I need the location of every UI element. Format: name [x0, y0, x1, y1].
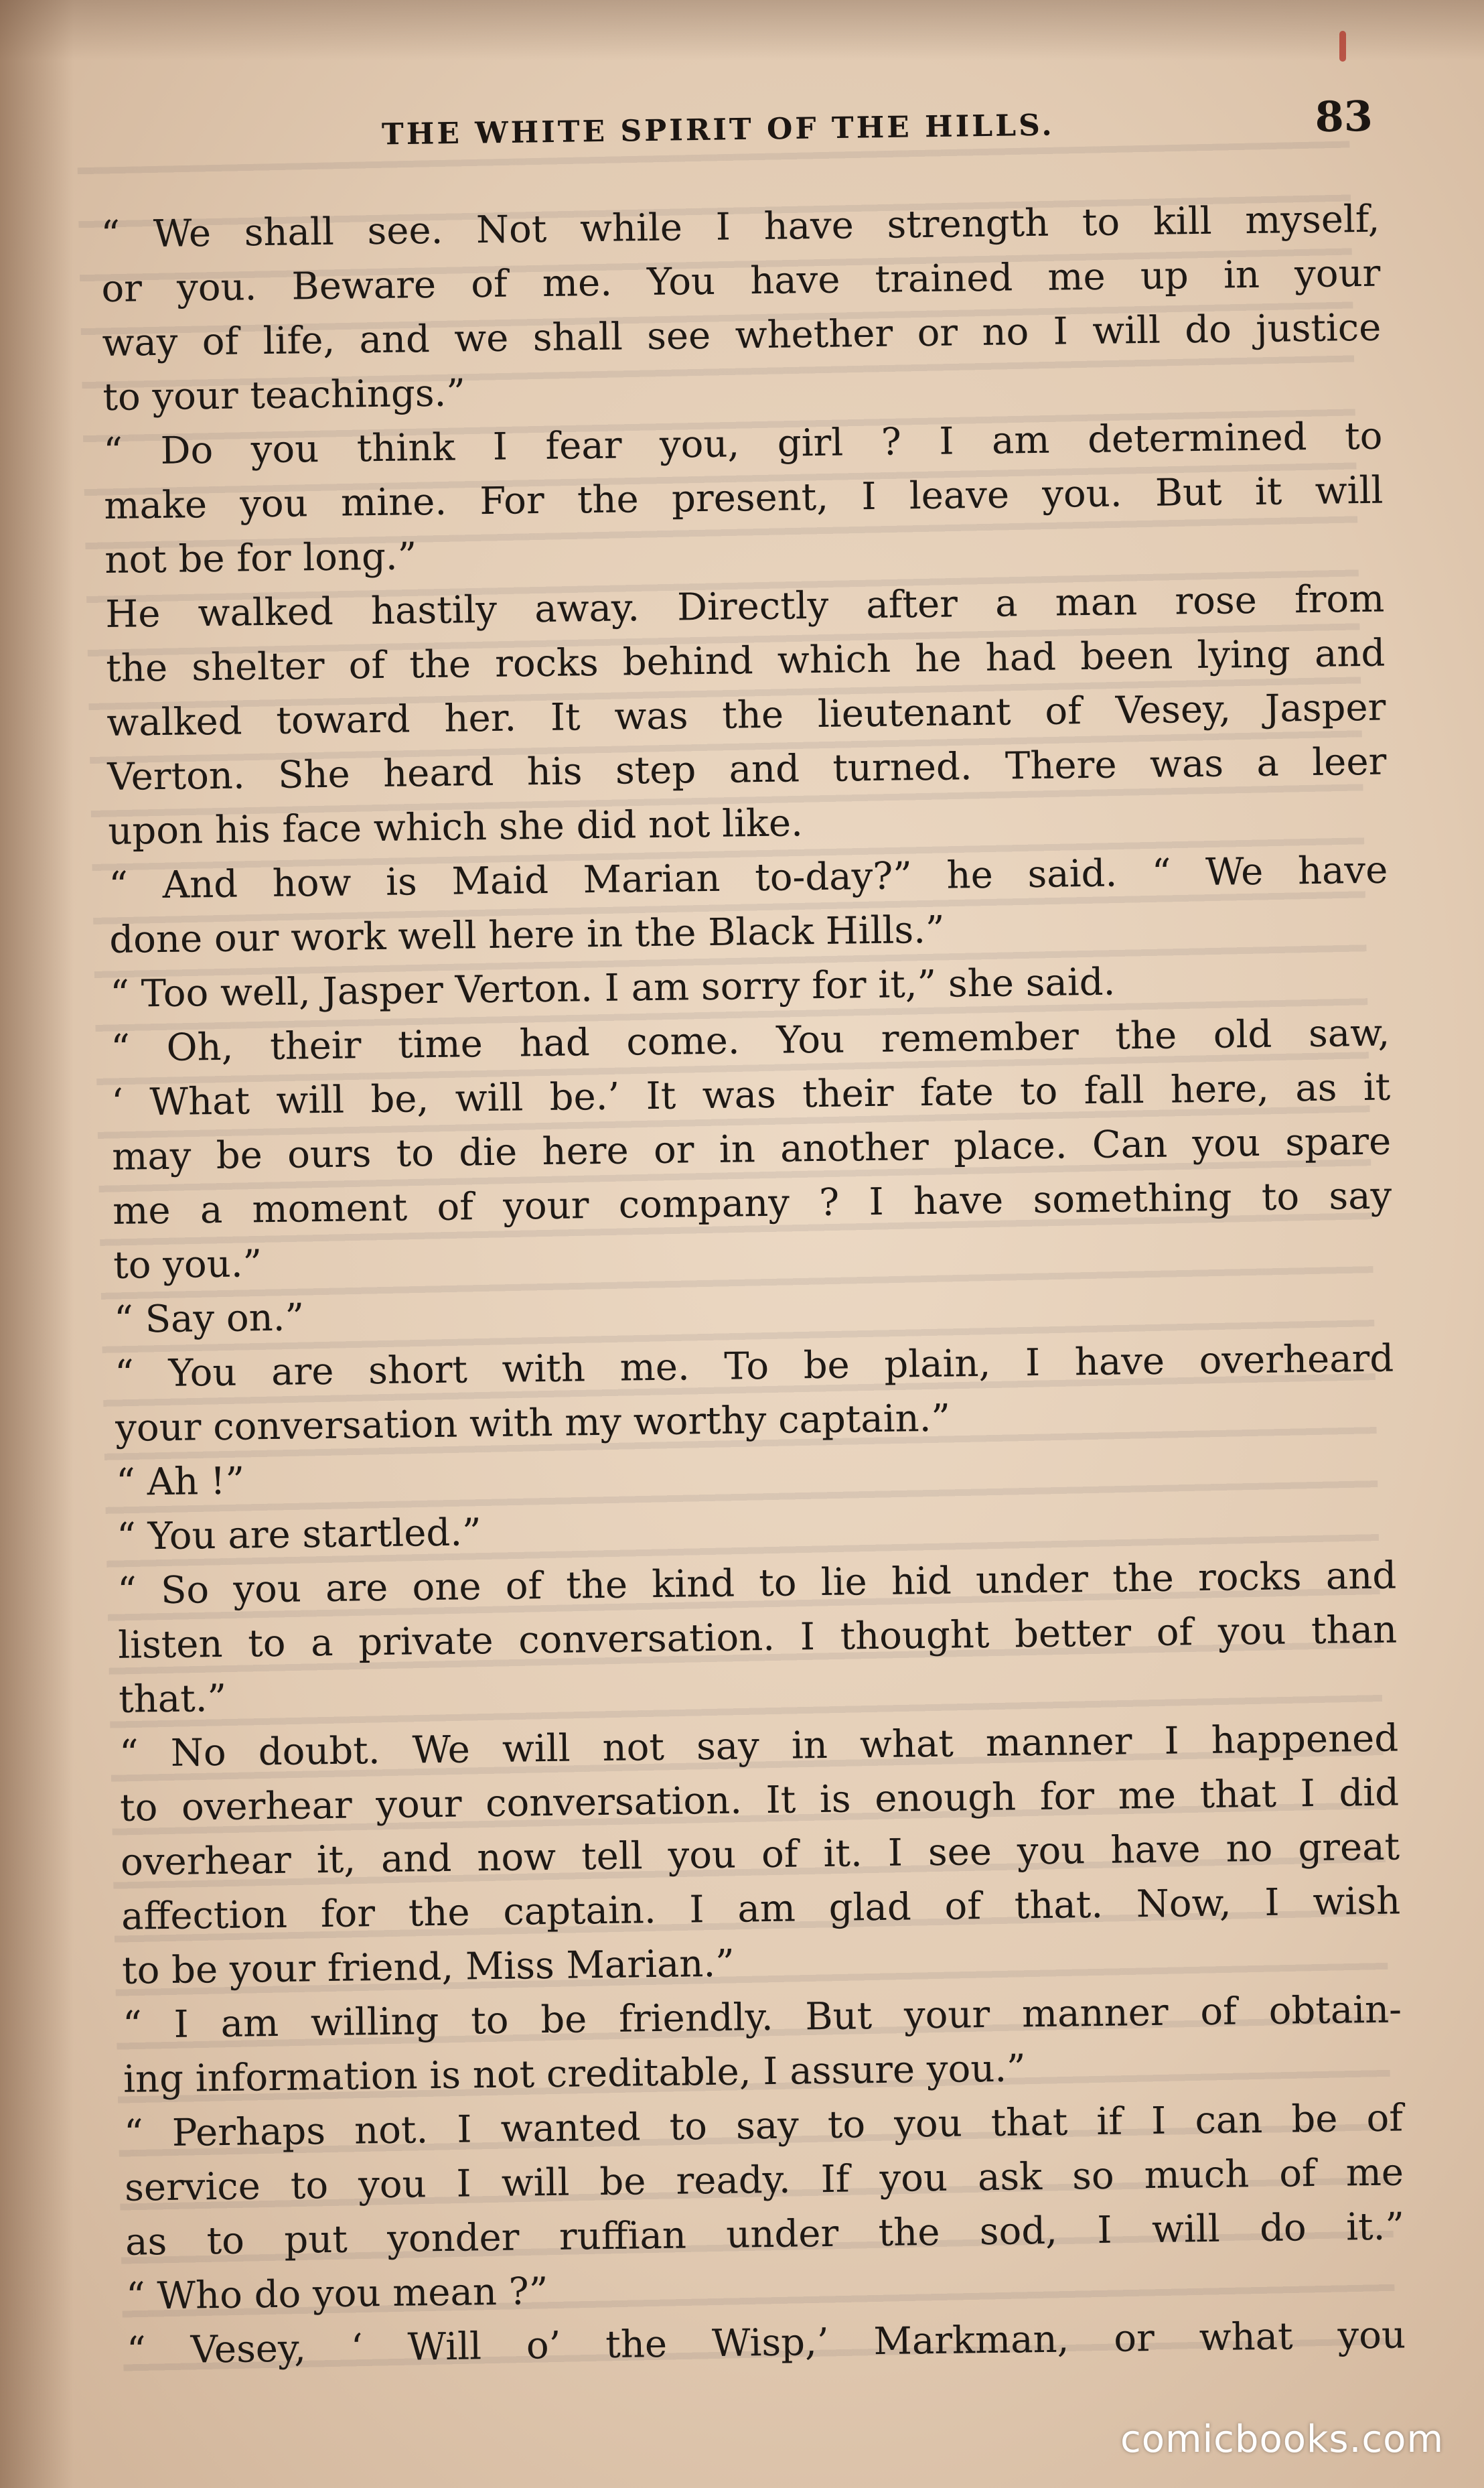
- text-line: “ You are startled.”: [116, 1511, 482, 1559]
- text-line: that.”: [118, 1676, 227, 1722]
- text-line: “ Oh, their time had come. You remember the old saw,: [110, 1011, 1390, 1070]
- text-line: ing information is not creditable, I assure you.”: [123, 2047, 1027, 2101]
- text-line: “ Too well, Jasper Verton. I am sorry for it,” she said.: [109, 960, 1116, 1016]
- gutter-shadow: [0, 0, 74, 2488]
- text-line: way of life, and we shall see whether or no I will do justice: [102, 305, 1382, 365]
- text-line: may be ours to die here or in another place. Can you spare: [111, 1119, 1392, 1179]
- text-line: “ So you are one of the kind to lie hid under the rocks and: [117, 1553, 1397, 1613]
- text-line: walked toward her. It was the lieutenant of Vesey, Jasper: [106, 685, 1386, 745]
- text-line: “ We shall see. Not while I have strength to kill myself,: [100, 197, 1380, 257]
- text-line: “ You are short with me. To be plain, I have overheard: [114, 1336, 1394, 1396]
- text-line: to overhear your conversation. It is enough for me that I did: [119, 1771, 1400, 1830]
- text-line: “ And how is Maid Marian to-day?” he said. “ We have: [108, 848, 1388, 908]
- text-line: affection for the captain. I am glad of that. Now, I wish: [121, 1879, 1401, 1939]
- text-line: listen to a private conversation. I thought better of you than: [117, 1608, 1398, 1667]
- running-head: THE WHITE SPIRIT OF THE HILLS.: [381, 108, 1055, 152]
- text-line: “ Ah !”: [115, 1459, 245, 1505]
- text-line: Verton. She heard his step and turned. There was a leer: [106, 740, 1387, 799]
- text-line: not be for long.”: [104, 535, 417, 582]
- text-line: done our work well here in the Black Hills.”: [108, 908, 945, 962]
- text-line: “ Say on.”: [113, 1296, 305, 1342]
- text-line: “ I am willing to be friendly. But your manner of obtain-: [122, 1988, 1402, 2047]
- text-line: “ Vesey, ‘ Will o’ the Wisp,’ Markman, or what you: [126, 2313, 1406, 2373]
- text-line: “ Who do you mean ?”: [125, 2270, 548, 2319]
- text-line: “ No doubt. We will not say in what manner I happened: [119, 1716, 1399, 1776]
- site-watermark: comicbooks.com: [1120, 2418, 1444, 2461]
- text-line: overhear it, and now tell you of it. I see you have no great: [120, 1825, 1400, 1884]
- top-edge-shadow: [0, 0, 1484, 60]
- text-line: me a moment of your company ? I have something to say: [112, 1174, 1392, 1233]
- text-line: “ Do you think I fear you, girl ? I am determined to: [103, 414, 1383, 474]
- text-line: your conversation with my worthy captain.”: [115, 1396, 951, 1450]
- ink-mark: [1339, 31, 1346, 62]
- text-line: He walked hastily away. Directly after a man rose from: [105, 577, 1385, 636]
- text-line: or you. Beware of me. You have trained me up in your: [101, 251, 1381, 311]
- text-line: service to you I will be ready. If you ask so much of me: [124, 2150, 1404, 2210]
- text-line: ‘ What will be, will be.’ It was their fate to fall here, as it: [110, 1065, 1391, 1125]
- text-line: “ Perhaps not. I wanted to say to you that if I can be of: [123, 2096, 1404, 2156]
- text-line: as to put yonder ruffian under the sod, I will do it.”: [125, 2205, 1405, 2264]
- text-line: the shelter of the rocks behind which he had been lying and: [106, 631, 1386, 691]
- text-line: upon his face which she did not like.: [107, 801, 804, 853]
- text-line: make you mine. For the present, I leave you. But it will: [104, 468, 1384, 528]
- body-text: [100, 192, 1406, 2378]
- text-line: to be your friend, Miss Marian.”: [121, 1941, 735, 1993]
- text-line: to your teachings.”: [102, 371, 466, 419]
- page-number: 83: [1315, 91, 1374, 142]
- text-line: to you.”: [113, 1242, 263, 1288]
